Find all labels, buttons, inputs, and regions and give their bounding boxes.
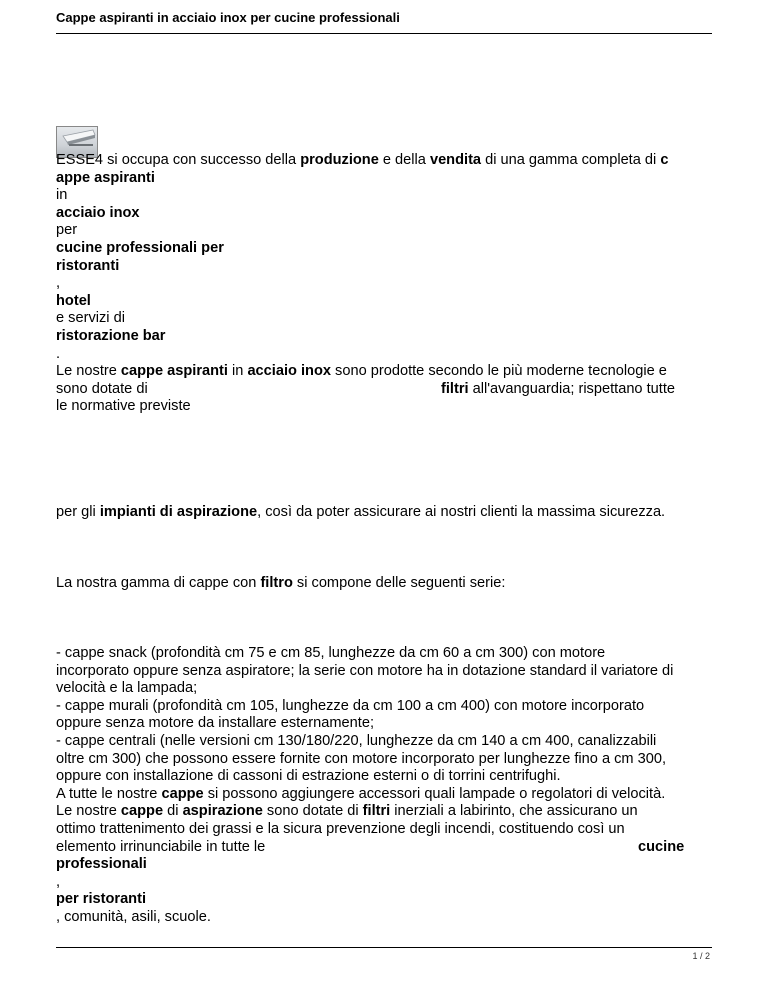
article-body: ESSE4 si occupa con successo della produzione e della vendita di una gamma completa di c appe aspiranti in acciaio inox per cucine professionali per ristoranti , hotel e servizi di ristorazione bar . Le nostre cappe aspiranti in acciaio inox sono prodotte secondo le più moderne tecnologie e sono dotate di filtri all'avanguardia; rispettano tutte le normative previste per gli impianti di aspirazione, così da poter assicurare ai nostri clienti la massima sicurezza. La nostra gamma di cappe con filtro si compone delle seguenti serie: - cappe snack (profondità cm 75 e cm 85, lunghezze da cm 60 a cm 300) con motore incorporato oppure senza aspiratore; la serie con motore ha in dotazione standard il variatore di velocità e la lampada; - cappe murali (profondità cm 105, lunghezze da cm 100 a cm 400) con motore incorporato oppure senza motore da installare esternamente; - cappe centrali (nelle versioni cm 130/180/220, lunghezze da cm 140 a cm 400, canalizzabili oltre cm 300) che possono essere fornite con motore incorporato per lunghezze fino a cm 300, oppure con installazione di cassoni di estrazione esterni o di torrini centrifughi. A tutte le nostre cappe si possono aggiungere accessori quali lampade o regolatori di velocità. Le nostre cappe di aspirazione sono dotate di filtri inerziali a labirinto, che assicurano un ottimo trattenimento dei grassi e la sicura prevenzione degli incendi, costituendo così un elemento irrinunciabile in tutte le cucine professionali , per ristoranti , comunità, asili, scuole. <box>56 152 716 927</box>
page-header-title: Cappe aspiranti in acciaio inox per cucine professionali <box>56 10 400 25</box>
footer-divider <box>56 947 712 948</box>
paragraph-cappe: Le nostre cappe aspiranti in acciaio inox sono prodotte secondo le più moderne tecnologie e <box>56 363 667 380</box>
page-number: 1 / 2 <box>692 951 710 961</box>
paragraph-impianti: per gli impianti di aspirazione, così da poter assicurare ai nostri clienti la massima sicurezza. <box>56 503 666 520</box>
header-divider <box>56 33 712 34</box>
paragraph-series: - cappe snack (profondità cm 75 e cm 85, lunghezze da cm 60 a cm 300) con motore <box>56 645 606 662</box>
paragraph-intro: ESSE4 si occupa con successo della produzione e della vendita di una gamma completa di c <box>56 152 669 168</box>
paragraph-gamma: La nostra gamma di cappe con filtro si compone delle seguenti serie: <box>56 574 506 591</box>
